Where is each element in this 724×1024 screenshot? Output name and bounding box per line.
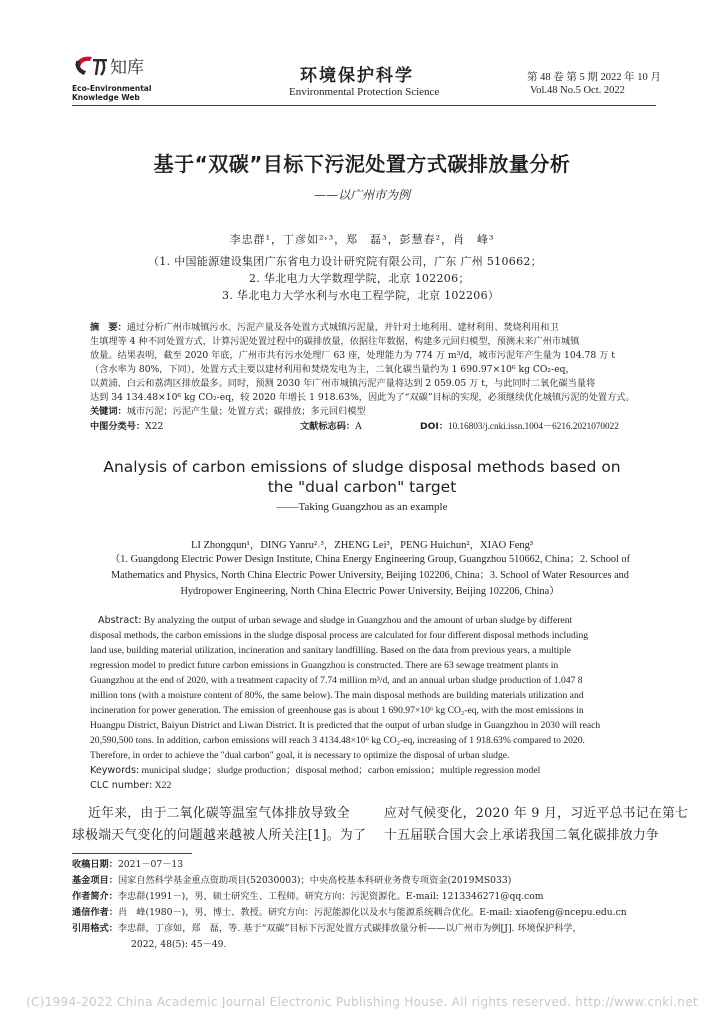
footnote-received: 收稿日期：2021－07－13 xyxy=(72,859,184,870)
clc-en: CLC number: X22 xyxy=(90,780,172,791)
abstract-en-line-1: Abstract: By analyzing the output of urban sewage and sludge in Guangzhou and the amount of urban sludge by different xyxy=(98,615,573,626)
copyright-watermark: (C)1994-2022 China Academic Journal Electronic Publishing House. All rights reserved. http://www.cnki.net xyxy=(26,995,698,1009)
abstract-cn-line-2: 生填埋等 4 种不同处置方式，计算污泥处置过程中的碳排放量，依据往年数据，构建多元回归模型，预测未来广州市城镇 xyxy=(90,336,580,347)
paper-title-en: Analysis of carbon emissions of sludge disposal methods based on the "dual carbon" target xyxy=(103,458,621,496)
abstract-cn-line-5: 以黄浦、白云和荔湾区排放最多。同时，预测 2030 年广州市城镇污泥产量将达到 2 059.05 万 t，与此同时二氧化碳当量将 xyxy=(90,378,596,389)
abstract-cn-label: 摘 要： xyxy=(90,322,127,333)
footnote-citation-cont: 2022, 48(5): 45－49. xyxy=(131,939,227,950)
body-left-line-2: 球极端天气变化的问题越来越被人所关注[1]。为了 xyxy=(72,828,367,843)
affiliation-en-2: Mathematics and Physics, North China Electric Power University, Beijing 102206, China；3. School of Water Resources and xyxy=(111,570,629,581)
authors-cn: 李忠群¹，丁彦如²˒³，郑 磊³，彭慧春²，肖 峰³ xyxy=(229,233,495,246)
keywords-en: Keywords: municipal sludge；sludge production；disposal method；carbon emission；multiple regression model xyxy=(90,765,541,776)
logo-english-text xyxy=(72,84,162,102)
logo-en-line2: Knowledge Web xyxy=(72,93,140,102)
keywords-cn: 关键词：城市污泥；污泥产生量；处置方式；碳排放；多元回归模型 xyxy=(90,406,366,417)
footnote-citation: 引用格式：李忠群，丁彦如，郑 磊，等. 基于“双碳”目标下污泥处置方式碳排放量分析——以广州市为例[J]. 环境保护科学， xyxy=(72,923,582,934)
logo-en-line1: Eco-Environmental xyxy=(72,84,152,93)
abstract-cn-line-6: 达到 34 134.48×10⁶ kg CO₂-eq，较 2020 年增长 1 918.63%，因此为了“双碳”目标的实现，必须继续优化城镇污泥的处置方式。 xyxy=(90,392,635,403)
authors-en: LI Zhongqun¹，DING Yanru²˒³，ZHENG Lei³，PENG Huichun²，XIAO Feng³ xyxy=(190,540,534,551)
clc-cn: 中图分类号：X22 xyxy=(90,421,164,432)
affiliation-en-3: Hydropower Engineering, North China Electric Power University, Beijing 102206, China） xyxy=(180,586,560,597)
abstract-en-label: Abstract: xyxy=(98,615,142,626)
body-right-line-2: 十五届联合国大会上承诺我国二氧化碳排放力争 xyxy=(384,828,660,843)
classification-line-cn xyxy=(90,420,690,433)
doc-code-cn: 文献标志码：A xyxy=(300,421,362,432)
issue-info-en: Vol.48 No.5 Oct. 2022 xyxy=(530,85,625,96)
abstract-en-line-9: 20,590,500 tons. In addition, carbon emissions will reach 3 4134.48×10⁶ kg CO₂-eq, increasing of 1 918.63% compared to 2020. xyxy=(90,735,585,746)
paper-title-cn: 基于“双碳”目标下污泥处置方式碳排放量分析 xyxy=(153,152,571,176)
abstract-en-line-3: land use, building material utilization, incineration and sanitary landfilling. Based on the data from previous years, a multiple xyxy=(90,645,571,656)
abstract-cn-line-1: 摘 要：通过分析广州市城镇污水、污泥产量及各处置方式城镇污泥量，并针对土地利用、建材利用、焚烧利用和卫 xyxy=(90,322,559,333)
abstract-cn-line-4: （含水率为 80%，下同），处置方式主要以建材利用和焚烧发电为主，二氧化碳当量约为 1 690.97×10⁶ kg CO₂-eq， xyxy=(90,364,575,375)
doi-cn: DOI：10.16803/j.cnki.issn.1004－6216.2021070022 xyxy=(420,421,619,432)
paper-subtitle-cn: ——以广州市为例 xyxy=(313,188,410,202)
issue-info-cn: 第 48 卷 第 5 期 2022 年 10 月 xyxy=(527,72,661,83)
affiliation-cn-3: 3. 华北电力大学水利与水电工程学院，北京 102206） xyxy=(222,289,500,302)
logo-brand-text: 知库 xyxy=(110,58,144,78)
footnote-corresponding: 通信作者：肖 峰(1980－)，男，博士、教授。研究方向：污泥能源化以及水与能源系统耦合优化。E-mail: xiaofeng@ncepu.edu.cn xyxy=(72,907,627,918)
abstract-en-line-2: disposal methods, the carbon emissions in the sludge disposal process are calculated for four different disposal methods including xyxy=(90,630,589,641)
body-left-line-1: 近年来，由于二氧化碳等温室气体排放导致全 xyxy=(88,806,350,821)
footnote-author-bio: 作者简介：李忠群(1991－)，男，硕士研究生、工程师。研究方向：污泥资源化。E-mail: 1213346271@qq.com xyxy=(72,891,544,902)
affiliation-cn-2: 2. 华北电力大学数理学院，北京 102206； xyxy=(249,272,470,285)
abstract-en-line-10: Therefore, in order to achieve the "dual carbon" goal, it is necessary to optimize the disposal of urban sludge. xyxy=(90,750,510,761)
header-divider xyxy=(72,105,656,106)
abstract-en-line-8: Huangpu District, Baiyun District and Liwan District. It is predicted that the output of urban sludge in Guangzhou in 2030 will reach xyxy=(90,720,601,731)
paper-subtitle-en: ——Taking Guangzhou as an example xyxy=(276,501,448,513)
footnote-divider xyxy=(72,853,192,854)
journal-logo xyxy=(72,51,152,85)
abstract-cn-line-3: 放量。结果表明，截至 2020 年底，广州市共有污水处理厂 63 座，处理能力为 774 万 m³/d，城市污泥年产生量为 104.78 万 t xyxy=(90,350,615,361)
body-right-line-1: 应对气候变化，2020 年 9 月，习近平总书记在第七 xyxy=(384,806,689,821)
affiliation-cn-1: （1. 中国能源建设集团广东省电力设计研究院有限公司，广东 广州 510662； xyxy=(148,255,542,268)
footnote-funding: 基金项目：国家自然科学基金重点资助项目(52030003)；中央高校基本科研业务费专项资金(2019MS033) xyxy=(72,875,512,886)
journal-name-en: Environmental Protection Science xyxy=(289,86,440,98)
abstract-en-line-6: million tons (with a moisture content of 80%, the same below). The main disposal methods are building materials utilization and xyxy=(90,690,584,701)
abstract-en-line-4: regression model to predict future carbon emissions in Guangzhou is constructed. There are 63 sewage treatment plants in xyxy=(90,660,559,671)
abstract-en-line-7: incineration for power generation. The emission of greenhouse gas is about 1 690.97×10⁶ kg CO₂-eq, with the most emissions in xyxy=(90,705,584,716)
journal-name-cn: 环境保护科学 xyxy=(300,66,414,86)
affiliation-en-1: （1. Guangdong Electric Power Design Institute, China Energy Engineering Group, Guangzhou 510662, China；2. School of xyxy=(110,554,630,565)
abstract-en-line-5: Guangzhou at the end of 2020, with a treatment capacity of 7.74 million m³/d, and an annual urban sludge production of 1.047 8 xyxy=(90,675,583,686)
logo-mark-icon xyxy=(72,51,152,81)
